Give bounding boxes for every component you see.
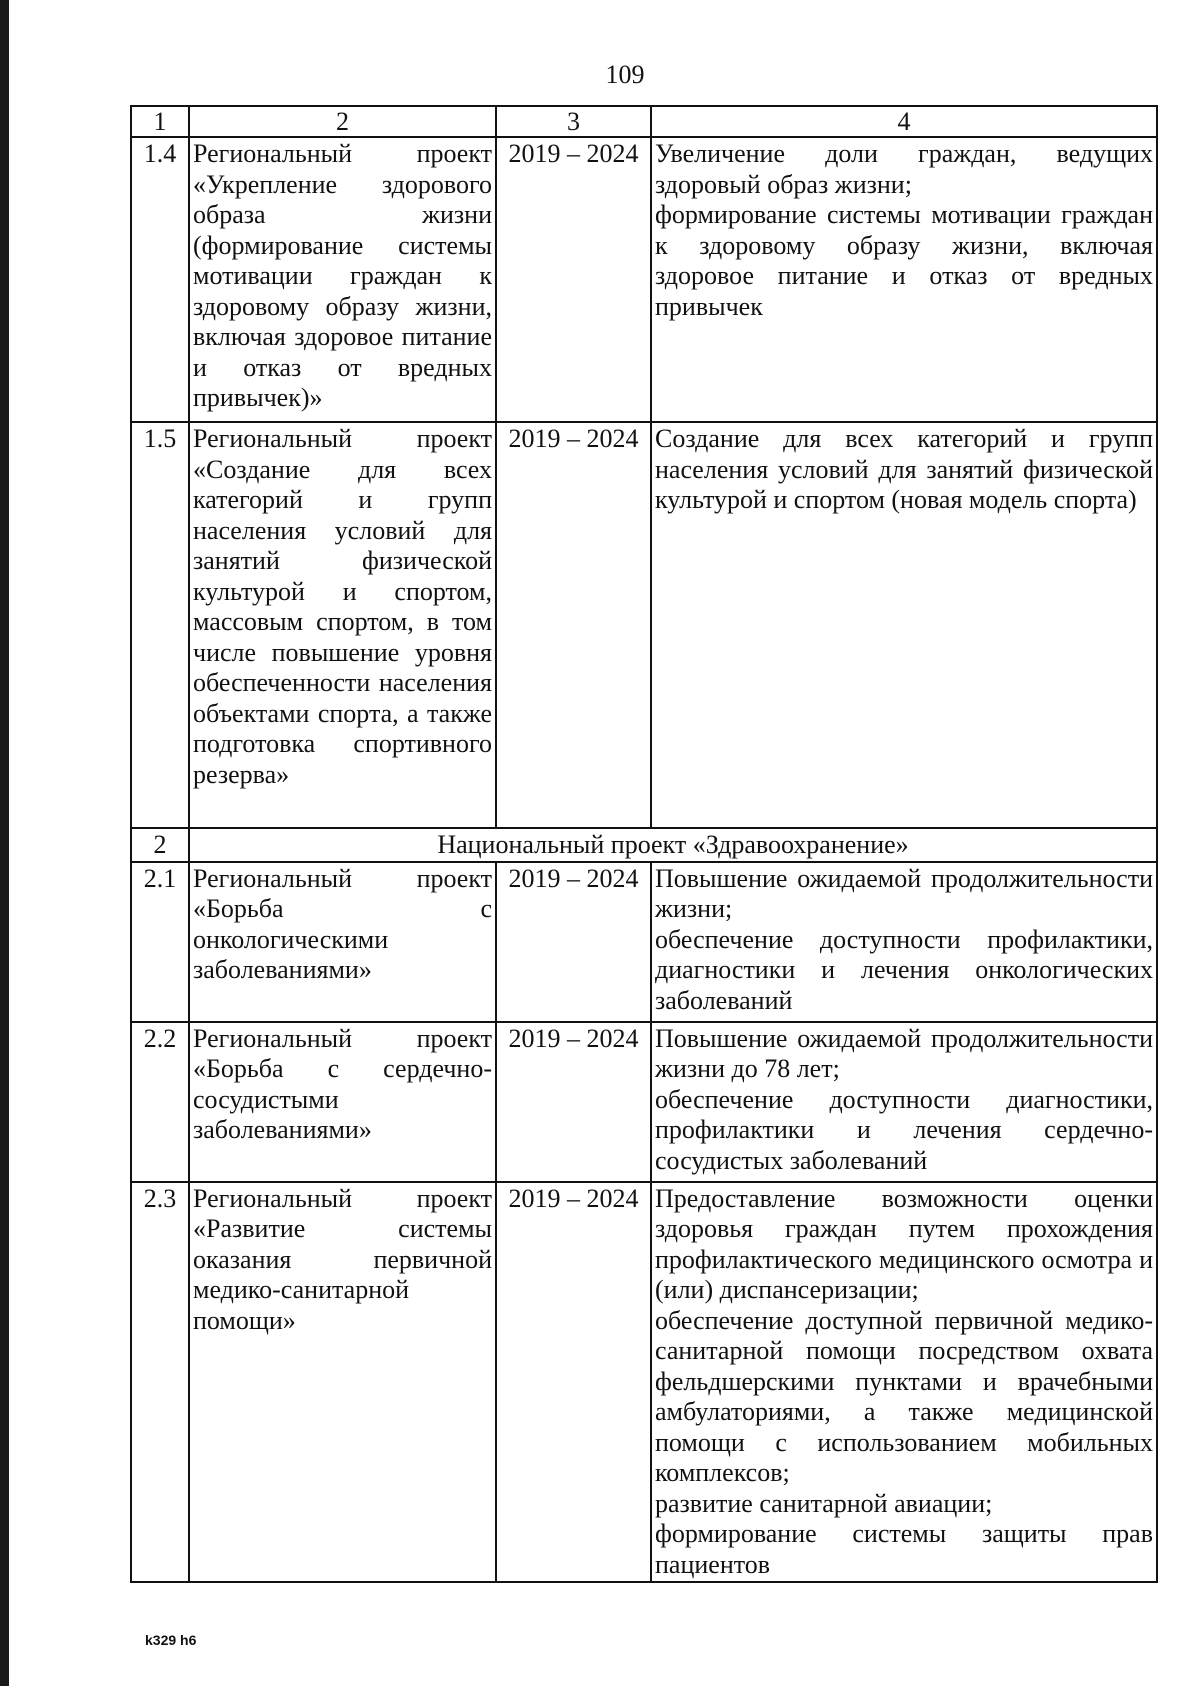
section-row <box>131 828 1157 862</box>
table-row <box>131 137 1157 422</box>
projects-table-body <box>131 106 1157 1582</box>
result-paragraph: Увеличение доли граждан, ведущих здоровый образ жизни; <box>655 139 1153 199</box>
table-row <box>131 1182 1157 1582</box>
result-paragraph: обеспечение доступности диагностики, профилактики и лечения сердечно-сосудистых заболеваний <box>655 1084 1153 1175</box>
row-number: 2.3 <box>131 1182 189 1582</box>
project-period: 2019 – 2024 <box>496 422 651 828</box>
result-paragraph: Создание для всех категорий и групп населения условий для занятий физической культурой и спортом (новая модель спорта) <box>655 424 1153 514</box>
table-row <box>131 422 1157 828</box>
page-number: 109 <box>605 60 645 89</box>
project-name: Региональный проект «Укрепление здорового образа жизни (формирование системы мотивации граждан к здоровому образу жизни, включая здоровое питание и отказ от вредных привычек)» <box>189 137 496 422</box>
result-paragraph: формирование системы мотивации граждан к здоровому образу жизни, включая здоровое питание и отказ от вредных привычек <box>655 200 1153 321</box>
project-result <box>651 862 1157 1022</box>
table-row <box>131 1022 1157 1182</box>
section-number: 2 <box>131 828 189 862</box>
project-period: 2019 – 2024 <box>496 1022 651 1182</box>
project-name: Региональный проект «Борьба с сердечно-сосудистыми заболеваниями» <box>189 1022 496 1182</box>
result-paragraph: развитие санитарной авиации; <box>655 1488 993 1518</box>
row-number: 1.4 <box>131 137 189 422</box>
project-period: 2019 – 2024 <box>496 137 651 422</box>
result-paragraph: обеспечение доступной первичной медико-санитарной помощи посредством охвата фельдшерскими пунктами и врачебными амбулаториями, а также медицинской помощи с использованием мобильных комплексов; <box>655 1305 1153 1487</box>
row-number: 2.1 <box>131 862 189 1022</box>
result-paragraph: Повышение ожидаемой продолжительности жизни; <box>655 863 1153 923</box>
header-cell-col2: 2 <box>189 106 496 137</box>
footer-code: k329 h6 <box>145 1632 197 1648</box>
table-header-row <box>131 106 1157 137</box>
row-number: 2.2 <box>131 1022 189 1182</box>
project-period: 2019 – 2024 <box>496 1182 651 1582</box>
project-name: Региональный проект «Развитие системы оказания первичной медико-санитарной помощи» <box>189 1182 496 1582</box>
result-paragraph: Предоставление возможности оценки здоровья граждан путем прохождения профилактического медицинского осмотра и (или) диспансеризации; <box>655 1183 1153 1304</box>
header-cell-col3: 3 <box>496 106 651 137</box>
header-cell-col4: 4 <box>651 106 1157 137</box>
header-cell-col1: 1 <box>131 106 189 137</box>
project-period: 2019 – 2024 <box>496 862 651 1022</box>
project-result <box>651 137 1157 422</box>
project-result <box>651 1182 1157 1582</box>
project-result <box>651 1022 1157 1182</box>
table-row <box>131 862 1157 1022</box>
projects-table <box>130 105 1158 1583</box>
project-name: Региональный проект «Создание для всех категорий и групп населения условий для занятий физической культурой и спортом, массовым спортом, в том числе повышение уровня обеспеченности населения объектами спорта, а также подготовка спортивного резерва» <box>189 422 496 828</box>
project-result <box>651 422 1157 828</box>
scan-edge-bar <box>0 0 9 1686</box>
result-paragraph: обеспечение доступности профилактики, диагностики и лечения онкологических заболеваний <box>655 924 1153 1015</box>
section-title: Национальный проект «Здравоохранение» <box>189 828 1157 862</box>
result-paragraph: Повышение ожидаемой продолжительности жизни до 78 лет; <box>655 1023 1153 1083</box>
row-number: 1.5 <box>131 422 189 828</box>
project-name: Региональный проект «Борьба с онкологическими заболеваниями» <box>189 862 496 1022</box>
result-paragraph: формирование системы защиты прав пациентов <box>655 1519 1153 1579</box>
